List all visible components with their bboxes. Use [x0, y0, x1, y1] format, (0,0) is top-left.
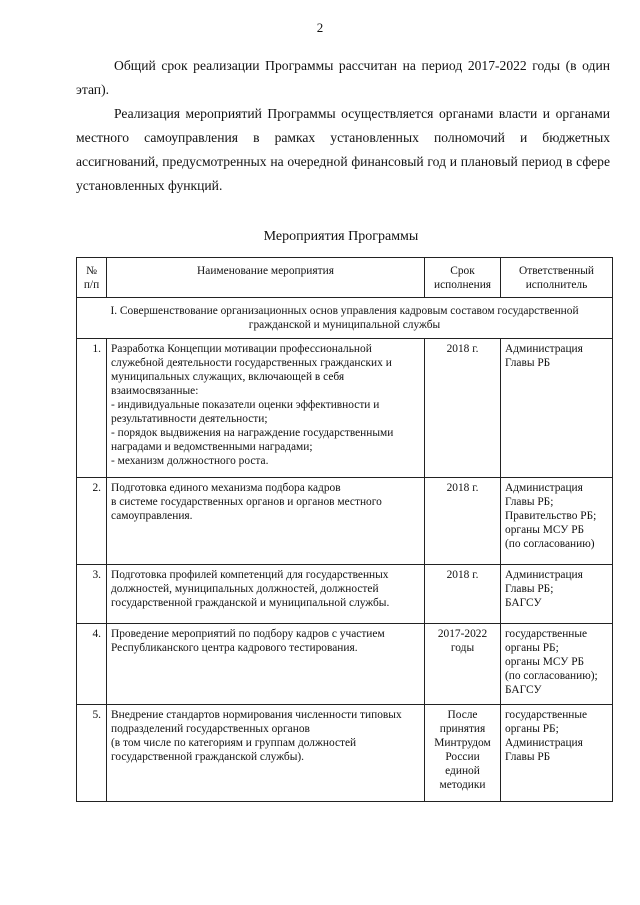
row-date: 2018 г. — [425, 339, 501, 478]
row-responsible: Администрация Главы РБ — [501, 339, 613, 478]
header-number: № п/п — [77, 258, 107, 298]
paragraph-implementation: Реализация мероприятий Программы осуществляется органами власти и органами местного самоуправления в рамках установленных полномочий и бюджетных ассигнований, предусмотренных на очередной финансовый год и плановый период в сфере установленных функций. — [76, 106, 610, 193]
row-date: 2017-2022 годы — [425, 624, 501, 705]
row-number: 5. — [77, 705, 107, 802]
row-number: 3. — [77, 565, 107, 624]
table-row — [77, 339, 613, 478]
row-name: Подготовка единого механизма подбора кадров в системе государственных органов и органов местного самоуправления. — [107, 478, 425, 565]
row-responsible: государственные органы РБ; органы МСУ РБ (по согласованию); БАГСУ — [501, 624, 613, 705]
paragraph-term: Общий срок реализации Программы рассчитан на период 2017-2022 годы (в один этап). — [76, 58, 610, 97]
table-header-row — [77, 258, 613, 298]
row-responsible: Администрация Главы РБ; БАГСУ — [501, 565, 613, 624]
row-name: Подготовка профилей компетенций для государственных должностей, муниципальных должностей, должностей государственной гражданской и муниципальной службы. — [107, 565, 425, 624]
row-date: 2018 г. — [425, 565, 501, 624]
row-number: 2. — [77, 478, 107, 565]
table-row — [77, 624, 613, 705]
header-name: Наименование мероприятия — [107, 258, 425, 298]
row-date: После принятия Минтрудом России единой методики — [425, 705, 501, 802]
section-heading: I. Совершенствование организационных основ управления кадровым составом государственной гражданской и муниципальной службы — [77, 298, 613, 339]
section-title: Мероприятия Программы — [263, 229, 419, 244]
header-date: Срок исполнения — [425, 258, 501, 298]
page-number: 2 — [316, 20, 324, 35]
row-date: 2018 г. — [425, 478, 501, 565]
section-row — [77, 298, 613, 339]
table-row — [77, 565, 613, 624]
table-row — [77, 478, 613, 565]
table-row — [77, 705, 613, 802]
measures-table — [76, 257, 613, 802]
row-number: 1. — [77, 339, 107, 478]
row-name: Проведение мероприятий по подбору кадров с участием Республиканского центра кадрового тестирования. — [107, 624, 425, 705]
row-responsible: государственные органы РБ; Администрация Главы РБ — [501, 705, 613, 802]
row-number: 4. — [77, 624, 107, 705]
row-name: Разработка Концепции мотивации профессиональной служебной деятельности государственных гражданских и муниципальных служащих, включающей в себя взаимосвязанные: - индивидуальные показатели оценки эффективности и результативности деятельности; - порядок выдвижения на награждение государственными наградами и ведомственными наградами; - механизм должностного роста. — [107, 339, 425, 478]
row-responsible: Администрация Главы РБ; Правительство РБ; органы МСУ РБ (по согласованию) — [501, 478, 613, 565]
row-name: Внедрение стандартов нормирования численности типовых подразделений государственных органов (в том числе по категориям и группам должностей государственной гражданской службы). — [107, 705, 425, 802]
header-responsible: Ответственный исполнитель — [501, 258, 613, 298]
